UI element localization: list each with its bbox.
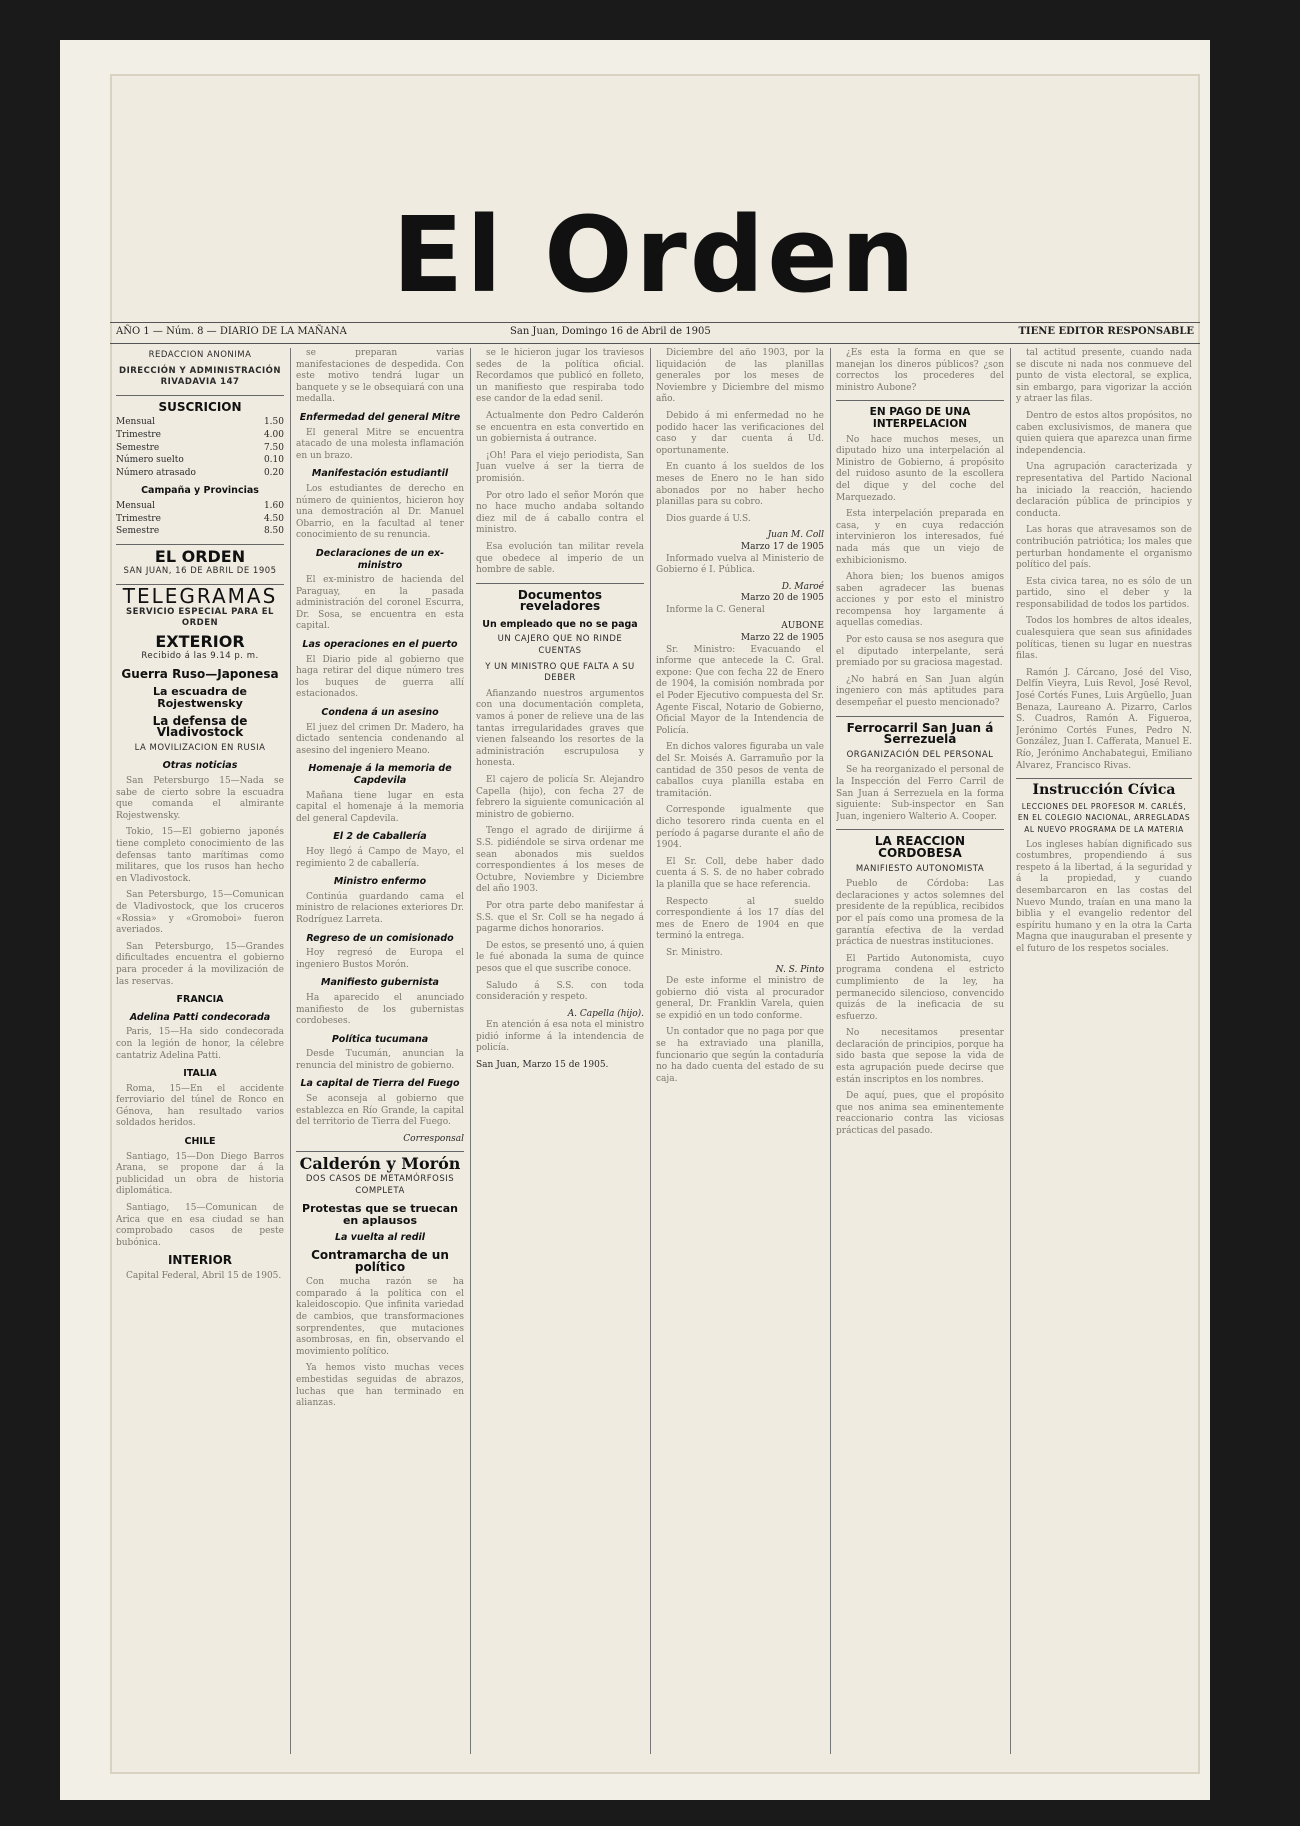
article-heading: Manifiesto gubernista [321, 977, 439, 989]
issue-info: AÑO 1 — Núm. 8 — DIARIO DE LA MAÑANA [116, 326, 347, 337]
italy-heading: ITALIA [183, 1068, 217, 1080]
article-subtitle: Un empleado que no se paga [482, 618, 638, 630]
column-6: tal actitud presente, cuando nada se discute ni nada nos conmueve del punto de vista electoral, se explica, sin embargo, para vigorizar la acción y atraer las filas. Dentro de estos altos propósitos, no caben exclusivismos, de manera que quien quiera que aparezca unan firme independencia. Una agrupación caracterizada y representativa del Partido Nacional ha iniciado la reacción, haciendo declaración pública de principios y conducta. Las horas que atravesamos son de contribución patriótica; los males que perturban hondamente el organismo político del país. Esta civica tarea, no es sólo de un partido, sino el deber y la responsabilidad de todos los partidos. Todos los hombres de altos ideales, cualesquiera que sean sus afinidades políticas, tienen su lugar en nuestras filas. Ramón J. Cárcano, José del Viso, Delfín Vieyra, Luis Revol, José Revol, José Cortés Funes, Luis Argüello, Juan Benaza, Laureano A. Pizarro, Carlos S. Cuadros, Ramón A. Figueroa, Jerónimo Cortés Funes, Pedro N. González, Juan I. Cafferata, Manuel E. Río, Jerónimo Anchabategui, Emiliano Alvarez, Francisco Rivas. Instrucción Cívica LECCIONES DEL PROFESOR M. CARLÉS, EN EL COLEGIO NACIONAL, ARREGLADAS AL NUEVO PROGRAMA DE LA MATERIA Los ingleses habían dignificado sus costumbres, propendiendo á sus respeto á la libertad, á la seguridad y á la propiedad, y cuando desembarcaron en las costas del Nuevo Mundo, traían en una mano la biblia y el evangelio redentor del espíritu humano y en la otra la Carta Magna que inauguraban el presente y el futuro de los respetos sociales. [1016, 348, 1192, 954]
signature-date: Marzo 22 de 1905 [740, 633, 824, 644]
article-heading: Regreso de un comisionado [306, 932, 454, 944]
article-subheading: La vuelta al redil [334, 1232, 426, 1244]
signature: D. Maroé [781, 581, 824, 592]
article-subheading: Contramarcha de un político [311, 1248, 449, 1274]
brand-heading: EL ORDEN [154, 546, 246, 566]
column-2: se preparan varias manifestaciones de despedida. Con este motivo tendrá lugar un banquete y se le obsequiará con una medalla. Enfermedad del general Mitre El general Mitre se encuentra atacado de una molesta inflamación en un brazo. Manifestación estudiantil Los estudiantes de derecho en número de quinientos, hicieron hoy una demostración al Dr. Manuel Obarrio, en la facultad al tener conocimiento de su renuncia. Declaraciones de un ex-ministro El ex-ministro de hacienda del Paraguay, en la pasada administración del coronel Escurra, Dr. Sosa, se encuentra en esta capital. Las operaciones en el puerto El Diario pide al gobierno que haga retirar del dique número tres los buques de guerra allí estacionados. Condena á un asesino El juez del crimen Dr. Madero, ha dictado sentencia condenando al asesino del ingeniero Meano. Homenaje á la memoria de Capdevila Mañana tiene lugar en esta capital el homenaje á la memoria del general Capdevila. El 2 de Caballería Hoy llegó á Campo de Mayo, el regimiento 2 de caballería. Ministro enfermo Continúa guardando cama el ministro de relaciones exteriores Dr. Rodríguez Larreta. Regreso de un comisionado Hoy regresó de Europa el ingeniero Bustos Morón. Manifiesto gubernista Ha aparecido el anunciado manifiesto de los gubernistas cordobeses. Política tucumana Desde Tucumán, anuncian la renuncia del ministro de gobierno. La capital de Tierra del Fuego Se aconseja al gobierno que establezca en Río Grande, la capital del territorio de Tierra del Fuego. Corresponsal Calderón y Morón DOS CASOS DE METAMÓRFOSIS COMPLETA Protestas que se truecan en aplausos La vuelta al redil Contramarcha de un político Con mucha razón se ha comparado á la política con el kaleidoscopio. Que infinita variedad de cambios, que transformaciones sorprendentes, que mutaciones asombrosas, en fin, observando el movimiento político. Ya hemos visto muchas veces embestidas seguidas de abrazos, luchas que han terminado en alianzas. [296, 348, 464, 1409]
telegrams-heading: TELEGRAMAS [122, 583, 278, 608]
article-heading: El 2 de Caballería [333, 831, 427, 843]
signature-date: Marzo 20 de 1905 [740, 593, 824, 604]
article-heading: Política tucumana [331, 1033, 429, 1045]
rate-row: Número suelto 0.10 [116, 455, 284, 466]
rate-row: Mensual 1.60 [116, 500, 284, 511]
article-heading: Declaraciones de un ex-ministro [315, 547, 445, 571]
newspaper-title: El Orden [392, 194, 918, 316]
signature-date: Marzo 17 de 1905 [740, 541, 824, 552]
newspaper-page [110, 74, 1200, 1774]
article-title: Calderón y Morón [299, 1154, 461, 1174]
column-rule [290, 348, 291, 1754]
rate-row: Semestre 8.50 [116, 526, 284, 537]
editor-note: TIENE EDITOR RESPONSABLE [1018, 326, 1194, 337]
subscription-heading: SUSCRICION [158, 399, 242, 414]
patti-heading: Adelina Patti condecorada [129, 1011, 271, 1023]
other-news-heading: Otras noticias [162, 760, 238, 772]
signature: A. Capella (hijo). [567, 1008, 644, 1019]
telegrams-sub: SERVICIO ESPECIAL PARA EL ORDEN [126, 606, 274, 629]
article-heading: Enfermedad del general Mitre [299, 411, 461, 423]
rate-row: Mensual 1.50 [116, 417, 284, 428]
column-5: ¿Es esta la forma en que se manejan los dineros públicos? ¿son correctos los procederes del ministro Aubone? EN PAGO DE UNA INTERPELACION No hace muchos meses, un diputado hizo una interpelación al Ministro de Gobierno, á propósito del ruidoso asunto de la escollera del dique y del coche del Marquezado. Esta interpelación preparada en casa, y en cuya redacción intervinieron los interesados, fué nada más que un viejo de exhibicionismo. Ahora bien; los buenos amigos saben agradecer las buenas acciones y por esto el ministro recompensa hoy largamente á aquellas comedias. Por esto causa se nos asegura que el diputado interpelante, será premiado por su graciosa magestad. ¿No habrá en San Juan algún ingeniero con más aptitudes para desempeñar el puesto mencionado? Ferrocarril San Juan á Serrezuela ORGANIZACIÓN DEL PERSONAL Se ha reorganizado el personal de la Inspección del Ferro Carril de San Juan á Serrezuela en la forma siguiente: Sub-inspector en San Juan, ingeniero Walterio A. Cooper. LA REACCION CORDOBESA MANIFIESTO AUTONOMISTA Pueblo de Córdoba: Las declaraciones y actos solemnes del presidente de la república, recibidos por el país como una promesa de la garantía efectiva de la verdad práctica de nuestras instituciones. El Partido Autonomista, cuyo programa condena el estricto cumplimiento de la ley, ha permanecido silencioso, convencido quizás de la ineficacia de su esfuerzo. No necesitamos presentar declaración de principios, porque ha sido basta que sepose la vida de esta agrupación puede decirse que están inscriptos en los nombres. De aquí, pues, que el propósito que nos anima sea eminentemente reaccionario contra las viciosas prácticas del pasado. [836, 348, 1004, 1137]
article-heading: Manifestación estudiantil [311, 468, 449, 480]
issue-date: San Juan, Domingo 16 de Abril de 1905 [510, 326, 711, 337]
article-title: Documentos reveladores [517, 587, 603, 614]
province-heading: Campaña y Provincias [141, 485, 259, 497]
signature: Juan M. Coll [767, 530, 824, 541]
article-title: LA REACCION CORDOBESA [874, 834, 966, 860]
mobilization-heading: LA MOVILIZACION EN RUSIA [134, 742, 266, 753]
column-4: Diciembre del año 1903, por la liquidación de las planillas generales por los meses de Noviembre y Diciembre del mismo año. Debido á mi enfermedad no he podido hacer las verificaciones del caso y dar cuenta á Ud. oportunamente. En cuanto á los sueldos de los meses de Enero no le han sido abonados por no haber hecho planillas para su cobro. Dios guarde á U.S. Juan M. Coll Marzo 17 de 1905 Informado vuelva al Ministerio de Gobierno é I. Pública. D. Maroé Marzo 20 de 1905 Informe la C. General AUBONE Marzo 22 de 1905 Sr. Ministro: Evacuando el informe que antecede la C. Gral. expone: Que con fecha 22 de Enero de 1904, la comisión nombrada por el Poder Ejecutivo compuesta del Sr. Agente Fiscal, Notario de Gobierno, Oficial Mayor de la Intendencia de Policía. En dichos valores figuraba un vale del Sr. Moisés A. Garramuño por la cantidad de 350 pesos de venta de caballos cuya planilla estaba en tramitación. Corresponde igualmente que dicho tesorero rinda cuenta en el período á pagarse durante el año de 1904. El Sr. Coll, debe haber dado cuenta á S. S. de no haber cobrado la planilla que se hace referencia. Respecto al sueldo correspondiente á los 17 días del mes de Enero de 1904 en que terminó la entrega. Sr. Ministro. N. S. Pinto De este informe el ministro de gobierno dió vista al procurador general, Dr. Franklin Varela, quien se expidió en un todo conforme. Un contador que no paga por que se ha extraviado una planilla, funcionario que según la contaduría no ha dado cuenta del estado de su caja. [656, 348, 824, 1084]
article-title: Ferrocarril San Juan á Serrezuela [846, 720, 994, 747]
received-time: Recibido á las 9.14 p. m. [141, 651, 259, 662]
article-subtitle: LECCIONES DEL PROFESOR M. CARLÉS, EN EL COLEGIO NACIONAL, ARREGLADAS AL NUEVO PROGRAMA DE LA MATERIA [1017, 801, 1191, 834]
column-rule [830, 348, 831, 1754]
column-rule [1010, 348, 1011, 1754]
article-title: EN PAGO DE UNA INTERPELACION [869, 406, 971, 430]
war-heading: Guerra Ruso—Japonesa [121, 666, 279, 681]
column-1: REDACCION ANONIMA DIRECCIÓN Y ADMINISTRACIÓN RIVADAVIA 147 SUSCRICION Mensual 1.50 Trimestre 4.00 Semestre 7.50 Número suelto 0.10 Número atrasado 0.20 Campaña y Provincias Mensual 1.60 Trimestre 4.50 Semestre 8.50 EL ORDEN SAN JUAN, 16 DE ABRIL DE 1905 TELEGRAMAS SERVICIO ESPECIAL PARA EL ORDEN EXTERIOR Recibido á las 9.14 p. m. Guerra Ruso—Japonesa La escuadra de Rojestwensky La defensa de Vladivostock LA MOVILIZACION EN RUSIA Otras noticias San Petersburgo 15—Nada se sabe de cierto sobre la escuadra que comanda el almirante Rojestwensky. Tokio, 15—El gobierno japonés tiene completo conocimiento de las defensas tanto marítimas como militares, que los rusos han hecho en Vladivostock. San Petersburgo, 15—Comunican de Vladivostock, que los cruceros «Rossia» y «Gromoboi» fueron averiados. San Petersburgo, 15—Grandes dificultades encuentra el gobierno para proceder á la movilización de las reservas. FRANCIA Adelina Patti condecorada Paris, 15—Ha sido condecorada con la legión de honor, la célebre cantatriz Adelina Patti. ITALIA Roma, 15—En el accidente ferroviario del túnel de Ronco en Génova, han resultado varios soldados heridos. CHILE Santiago, 15—Don Diego Barros Arana, se propone dar á la publicidad un obra de historia diplomática. Santiago, 15—Comunican de Arica que en esa ciudad se han comprobado casos de peste bubónica. INTERIOR Capital Federal, Abril 15 de 1905. [116, 350, 284, 1281]
column-rule [650, 348, 651, 1754]
rate-row: Número atrasado 0.20 [116, 467, 284, 478]
france-heading: FRANCIA [176, 994, 224, 1006]
article-heading: Condena á un asesino [321, 707, 439, 719]
article-subtitle: ORGANIZACIÓN DEL PERSONAL [846, 749, 994, 760]
vladivostock-heading: La defensa de Vladivostock [152, 713, 248, 740]
correspondent-sign: Corresponsal [403, 1133, 464, 1144]
page-background [60, 40, 1210, 1800]
signature: N. S. Pinto [775, 964, 824, 975]
dateline [110, 322, 1200, 344]
signature: AUBONE [781, 621, 824, 632]
fleet-heading: La escuadra de Rojestwensky [153, 685, 247, 711]
rate-row: Semestre 7.50 [116, 442, 284, 453]
article-subtitle: UN CAJERO QUE NO RINDE CUENTAS [497, 634, 623, 657]
address: DIRECCIÓN Y ADMINISTRACIÓN RIVADAVIA 147 [119, 365, 281, 388]
dateline-place: San Juan, Marzo 15 de 1905. [476, 1060, 609, 1071]
rate-row: Trimestre 4.50 [116, 513, 284, 524]
article-heading: Homenaje á la memoria de Capdevila [308, 763, 452, 786]
masthead [110, 114, 1200, 344]
society: REDACCION ANONIMA [148, 350, 252, 360]
article-subtitle: MANIFIESTO AUTONOMISTA [855, 863, 985, 874]
column-rule [470, 348, 471, 1754]
brand-date: SAN JUAN, 16 DE ABRIL DE 1905 [123, 566, 277, 577]
article-subheading: Protestas que se truecan en aplausos [302, 1202, 458, 1227]
exterior-heading: EXTERIOR [155, 631, 245, 651]
article-heading: Las operaciones en el puerto [302, 639, 458, 651]
column-3: se le hicieron jugar los traviesos sedes de la política oficial. Recordamos que publicó en folleto, un manifiesto que respiraba todo ese candor de la edad senil. Actualmente don Pedro Calderón se encuentra en esta convertido en un gobiernista á outrance. ¡Oh! Para el viejo periodista, San Juan vuelve á ser la tierra de promisión. Por otro lado el señor Morón que no hace mucho andaba soltando diez mil de á caballo contra el ministro. Esa evolución tan militar revela que obedece al imperio de un hombre de sable. Documentos reveladores Un empleado que no se paga UN CAJERO QUE NO RINDE CUENTAS Y UN MINISTRO QUE FALTA A SU DEBER Afianzando nuestros argumentos con una documentación completa, vamos á poner de relieve una de las tantas irregularidades graves que vienen falseando los resortes de la administración escrupulosa y honesta. El cajero de policía Sr. Alejandro Capella (hijo), con fecha 27 de febrero la siguiente comunicación al ministro de gobierno. Tengo el agrado de dirijirme á S.S. pidiéndole se sirva ordenar me sean abonados mis sueldos correspondientes á los meses de Octubre, Noviembre y Diciembre del año 1903. Por otra parte debo manifestar á S.S. que el Sr. Coll se ha negado á pagarme dichos honorarios. De estos, se presentó uno, á quien le fué abonada la suma de quince pesos que el que suscribe conoce. Saludo á S.S. con toda consideración y respeto. A. Capella (hijo). En atención á esa nota el ministro pidió informe á la intendencia de policía. San Juan, Marzo 15 de 1905. [476, 348, 644, 1071]
article-heading: Ministro enfermo [333, 876, 427, 888]
article-heading: La capital de Tierra del Fuego [300, 1078, 460, 1090]
chile-heading: CHILE [184, 1136, 216, 1148]
article-title: Instrucción Cívica [1032, 782, 1176, 799]
article-subtitle: Y UN MINISTRO QUE FALTA A SU DEBER [485, 661, 635, 684]
rate-row: Trimestre 4.00 [116, 429, 284, 440]
article-subtitle: DOS CASOS DE METAMÓRFOSIS COMPLETA [305, 1174, 455, 1196]
interior-heading: INTERIOR [167, 1253, 233, 1268]
